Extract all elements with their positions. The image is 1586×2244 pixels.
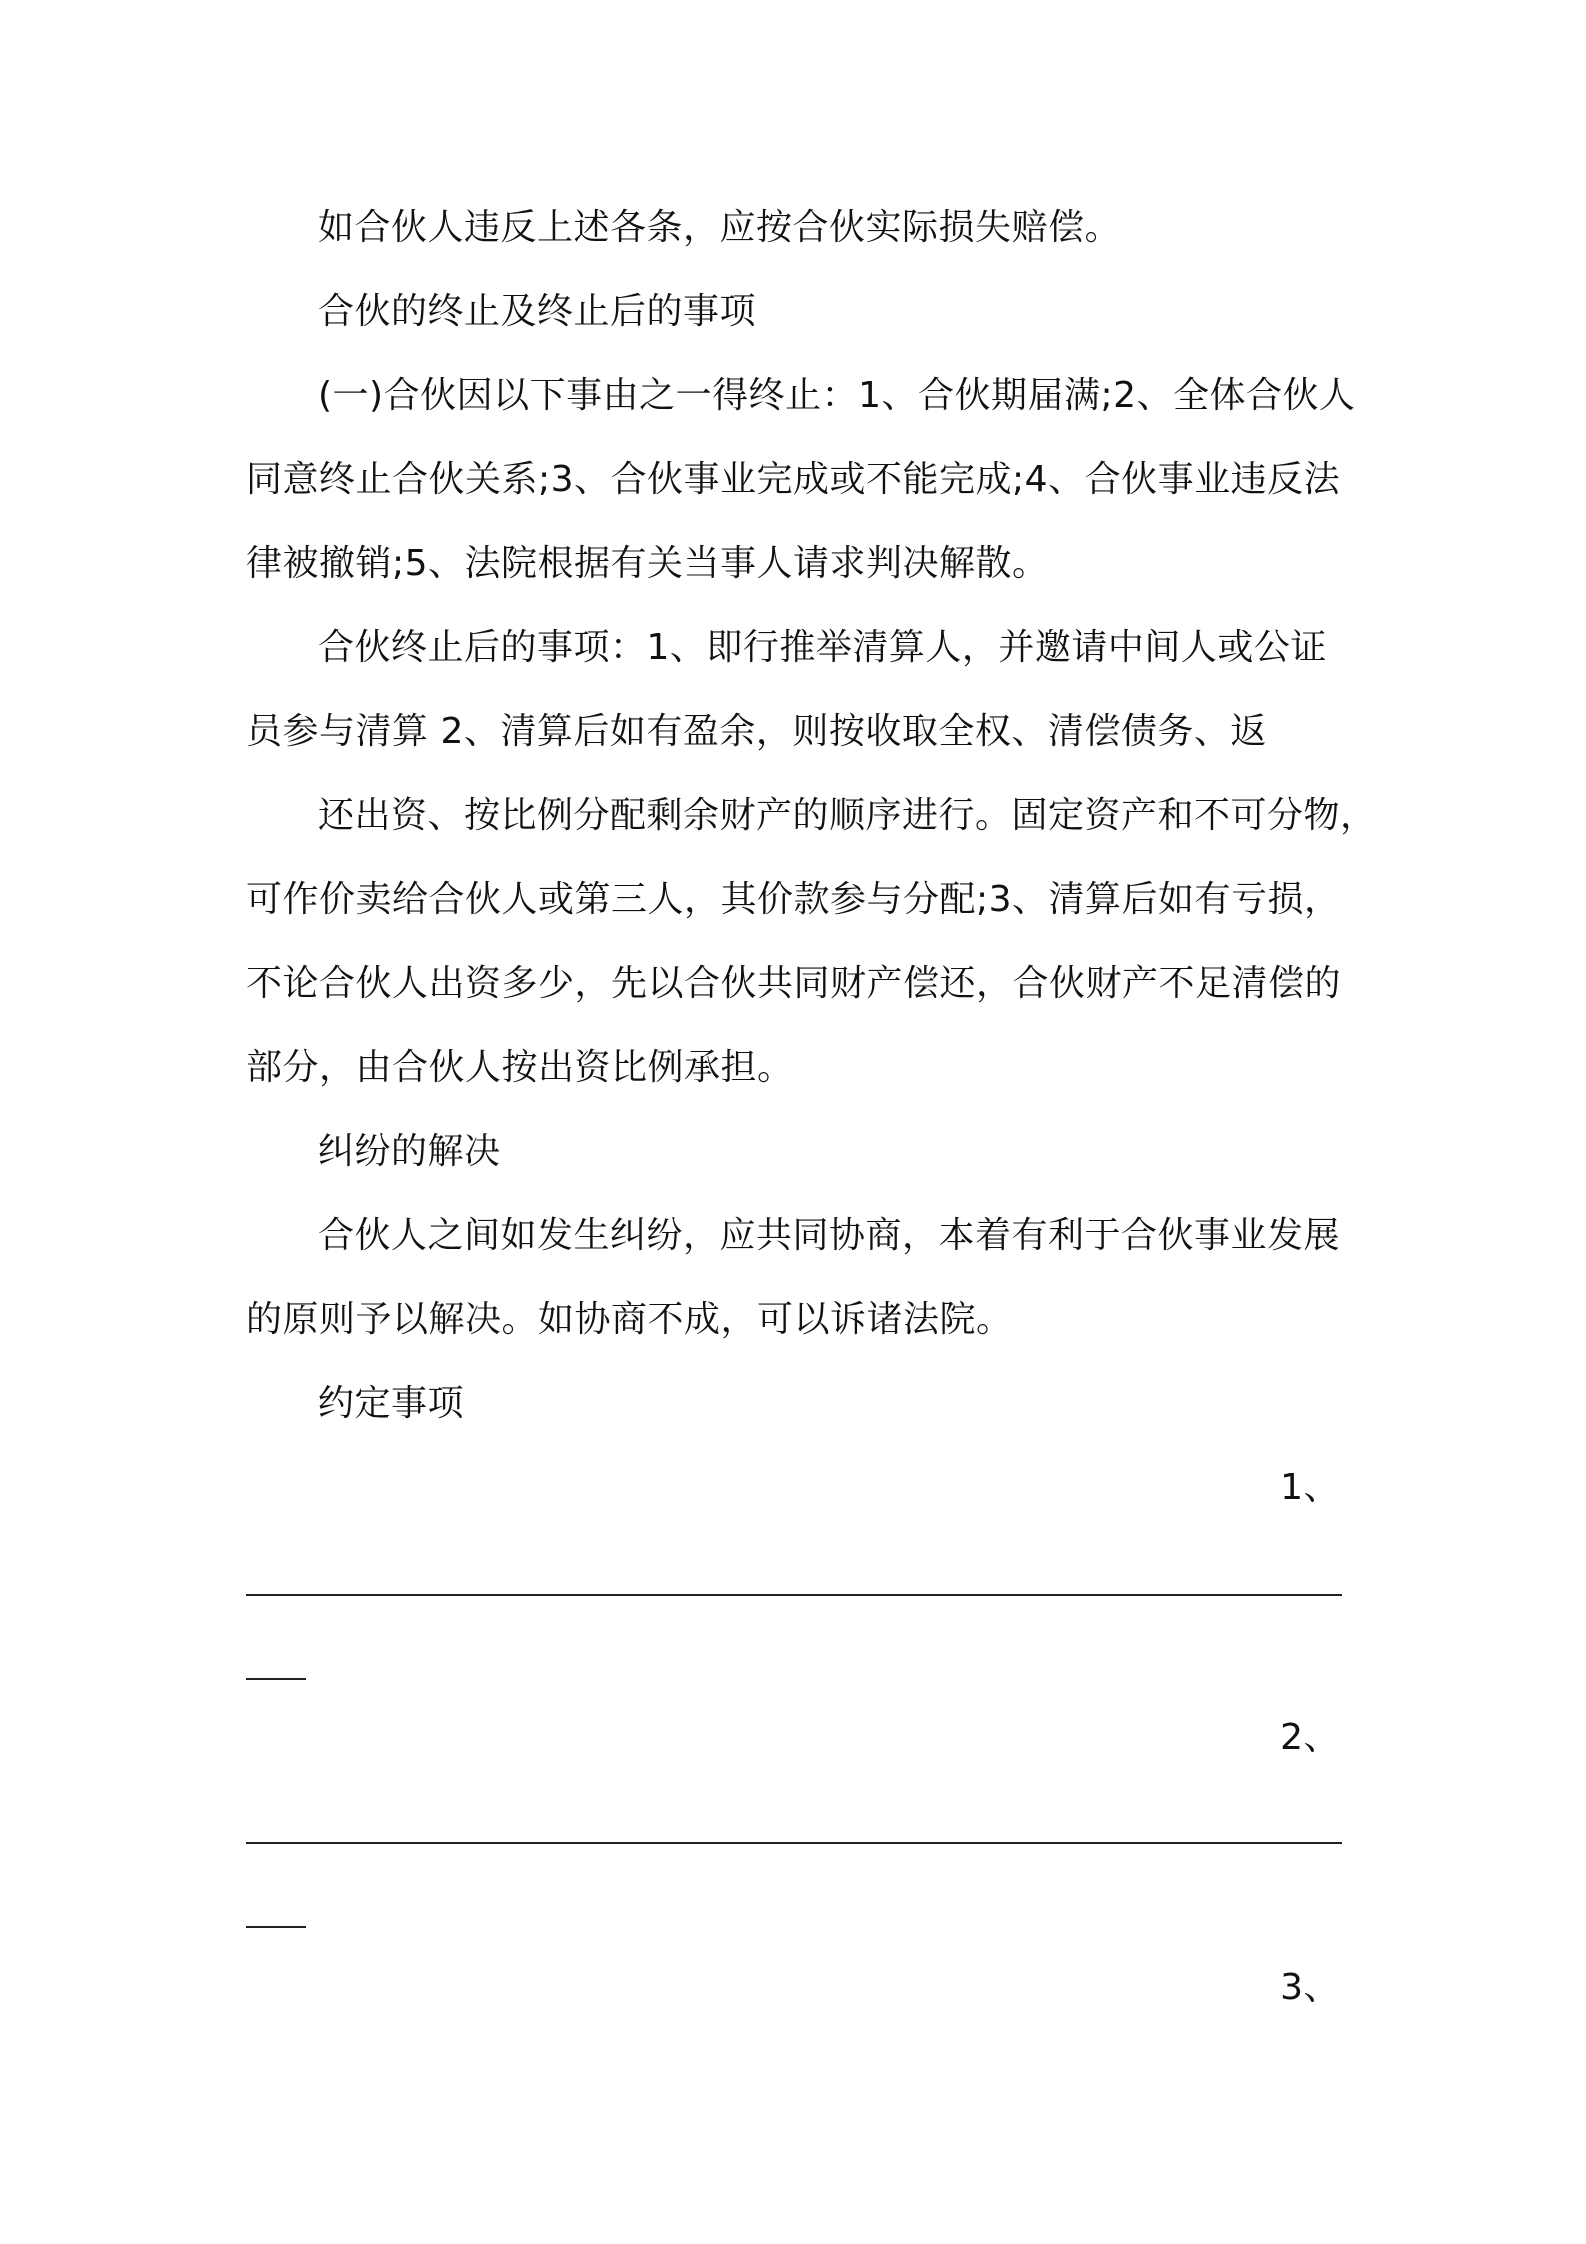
- paragraph-line: 员参与清算 2、清算后如有盈余，则按收取全权、清偿债务、返: [246, 711, 1267, 752]
- section-heading: 纠纷的解决: [318, 1131, 501, 1172]
- section-heading: 约定事项: [318, 1383, 465, 1424]
- paragraph-line: 不论合伙人出资多少，先以合伙共同财产偿还，合伙财产不足清偿的: [246, 963, 1342, 1004]
- fill-in-blank-line: [246, 1842, 1342, 1844]
- paragraph-line: 部分，由合伙人按出资比例承担。: [246, 1047, 794, 1088]
- paragraph-line: 律被撤销;5、法院根据有关当事人请求判决解散。: [246, 543, 1049, 584]
- paragraph-line: 同意终止合伙关系;3、合伙事业完成或不能完成;4、合伙事业违反法: [246, 459, 1341, 500]
- paragraph-line: 可作价卖给合伙人或第三人，其价款参与分配;3、清算后如有亏损，: [246, 879, 1341, 920]
- paragraph-line: 合伙终止后的事项：1、即行推举清算人，并邀请中间人或公证: [318, 627, 1327, 668]
- paragraph-line: 如合伙人违反上述各条，应按合伙实际损失赔偿。: [318, 207, 1122, 248]
- paragraph-line: 还出资、按比例分配剩余财产的顺序进行。固定资产和不可分物，: [318, 795, 1377, 836]
- item-number: 3、: [1280, 1967, 1340, 2008]
- fill-in-blank-line: [246, 1926, 306, 1928]
- item-number: 2、: [1280, 1717, 1340, 1758]
- paragraph-line: 的原则予以解决。如协商不成，可以诉诸法院。: [246, 1299, 1013, 1340]
- paragraph-line: (一)合伙因以下事由之一得终止：1、合伙期届满;2、全体合伙人: [318, 375, 1356, 416]
- section-heading: 合伙的终止及终止后的事项: [318, 291, 757, 332]
- paragraph-line: 合伙人之间如发生纠纷，应共同协商，本着有利于合伙事业发展: [318, 1215, 1341, 1256]
- item-number: 1、: [1280, 1467, 1340, 1508]
- fill-in-blank-line: [246, 1594, 1342, 1596]
- fill-in-blank-line: [246, 1678, 306, 1680]
